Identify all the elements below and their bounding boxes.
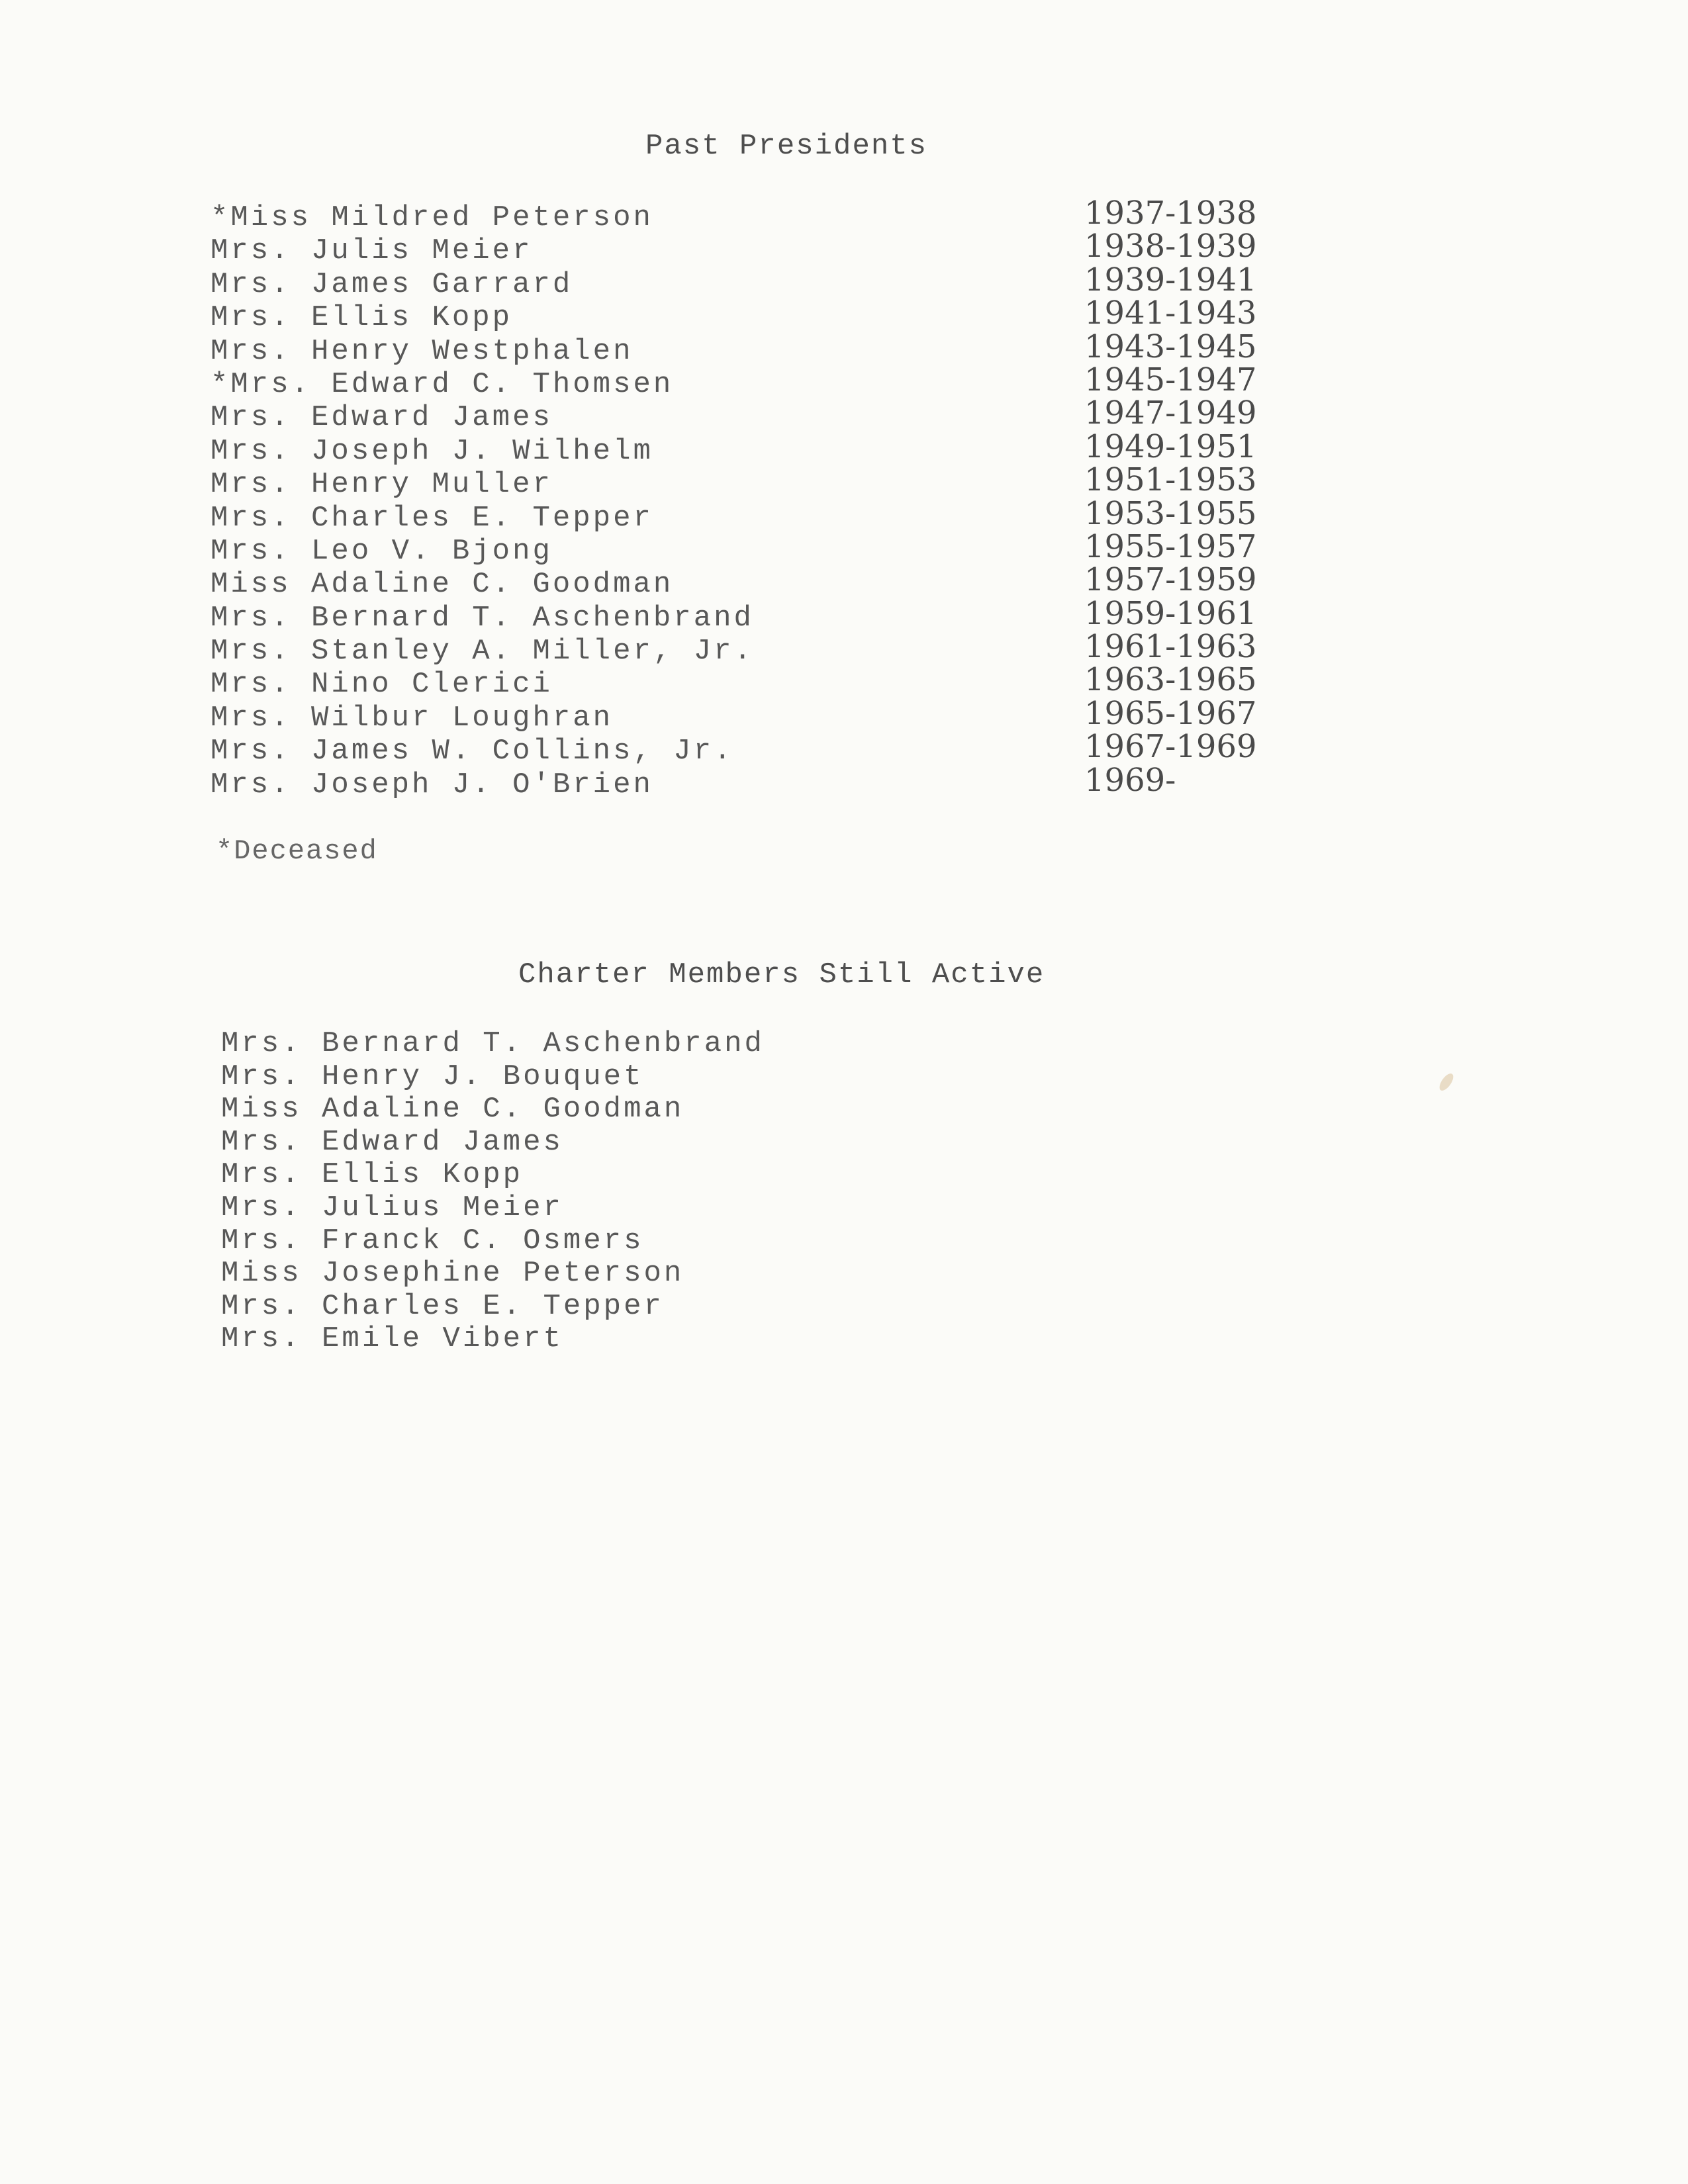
president-row <box>211 561 1303 602</box>
president-name: Mrs. Joseph J. O'Brien <box>211 768 653 801</box>
president-term: 1969- <box>1084 761 1176 799</box>
charter-members-list <box>221 1027 765 1355</box>
charter-members-heading: Charter Members Still Active <box>518 958 1045 991</box>
president-term: 1949-1951 <box>1084 428 1257 465</box>
charter-member: Mrs. Charles E. Tepper <box>221 1289 664 1323</box>
past-presidents-list <box>211 195 1303 801</box>
president-term: 1957-1959 <box>1084 561 1257 599</box>
paper-speck <box>1437 1071 1456 1093</box>
charter-member: Miss Adaline C. Goodman <box>221 1093 684 1126</box>
president-name: Mrs. Edward James <box>211 401 553 435</box>
president-row <box>211 394 1303 435</box>
president-name: Mrs. Julis Meier <box>211 234 533 268</box>
charter-member: Mrs. Ellis Kopp <box>221 1158 524 1192</box>
president-term: 1937-1938 <box>1084 195 1257 232</box>
charter-member: Mrs. Franck C. Osmers <box>221 1224 644 1257</box>
charter-member: Miss Josephine Peterson <box>221 1257 684 1291</box>
president-row <box>211 295 1303 335</box>
president-name: Mrs. James Garrard <box>211 267 573 301</box>
president-name: Miss Adaline C. Goodman <box>211 568 674 602</box>
president-row <box>211 761 1303 801</box>
president-row <box>211 328 1303 368</box>
president-row <box>211 261 1303 301</box>
president-term: 1965-1967 <box>1084 694 1257 732</box>
president-term: 1939-1941 <box>1084 261 1257 298</box>
president-term: 1963-1965 <box>1084 661 1257 699</box>
president-row <box>211 494 1303 535</box>
charter-member: Mrs. Emile Vibert <box>221 1322 563 1356</box>
president-row <box>211 594 1303 635</box>
president-name: *Mrs. Edward C. Thomsen <box>211 367 674 401</box>
president-term: 1945-1947 <box>1084 361 1257 398</box>
charter-member: Mrs. Edward James <box>221 1125 563 1159</box>
president-term: 1953-1955 <box>1084 494 1257 532</box>
president-name: Mrs. Ellis Kopp <box>211 301 513 335</box>
president-row <box>211 694 1303 735</box>
president-name: Mrs. Leo V. Bjong <box>211 534 553 568</box>
president-name: Mrs. Henry Westphalen <box>211 334 633 368</box>
president-row <box>211 527 1303 568</box>
president-name: Mrs. Wilbur Loughran <box>211 701 614 735</box>
charter-member: Mrs. Henry J. Bouquet <box>221 1060 644 1093</box>
president-term: 1967-1969 <box>1084 728 1257 766</box>
president-row <box>211 428 1303 468</box>
president-term: 1938-1939 <box>1084 228 1257 265</box>
president-name: Mrs. Bernard T. Aschenbrand <box>211 601 754 635</box>
deceased-footnote: *Deceased <box>216 835 378 867</box>
president-term: 1943-1945 <box>1084 328 1257 365</box>
president-row <box>211 461 1303 502</box>
president-row <box>211 661 1303 702</box>
president-name: Mrs. Nino Clerici <box>211 668 553 702</box>
president-row <box>211 195 1303 234</box>
president-name: Mrs. Joseph J. Wilhelm <box>211 434 653 468</box>
president-row <box>211 228 1303 268</box>
president-term: 1961-1963 <box>1084 628 1257 666</box>
president-term: 1955-1957 <box>1084 527 1257 565</box>
president-row <box>211 628 1303 668</box>
president-name: Mrs. Stanley A. Miller, Jr. <box>211 635 754 668</box>
president-term: 1947-1949 <box>1084 394 1257 432</box>
past-presidents-heading: Past Presidents <box>645 130 928 163</box>
president-term: 1951-1953 <box>1084 461 1257 499</box>
president-row <box>211 728 1303 768</box>
charter-member: Mrs. Bernard T. Aschenbrand <box>221 1027 765 1060</box>
charter-member: Mrs. Julius Meier <box>221 1191 563 1224</box>
president-name: *Miss Mildred Peterson <box>211 201 653 234</box>
president-name: Mrs. Charles E. Tepper <box>211 501 653 535</box>
president-term: 1959-1961 <box>1084 594 1257 632</box>
president-name: Mrs. James W. Collins, Jr. <box>211 735 734 768</box>
president-term: 1941-1943 <box>1084 295 1257 332</box>
president-row <box>211 361 1303 401</box>
president-name: Mrs. Henry Muller <box>211 468 553 502</box>
